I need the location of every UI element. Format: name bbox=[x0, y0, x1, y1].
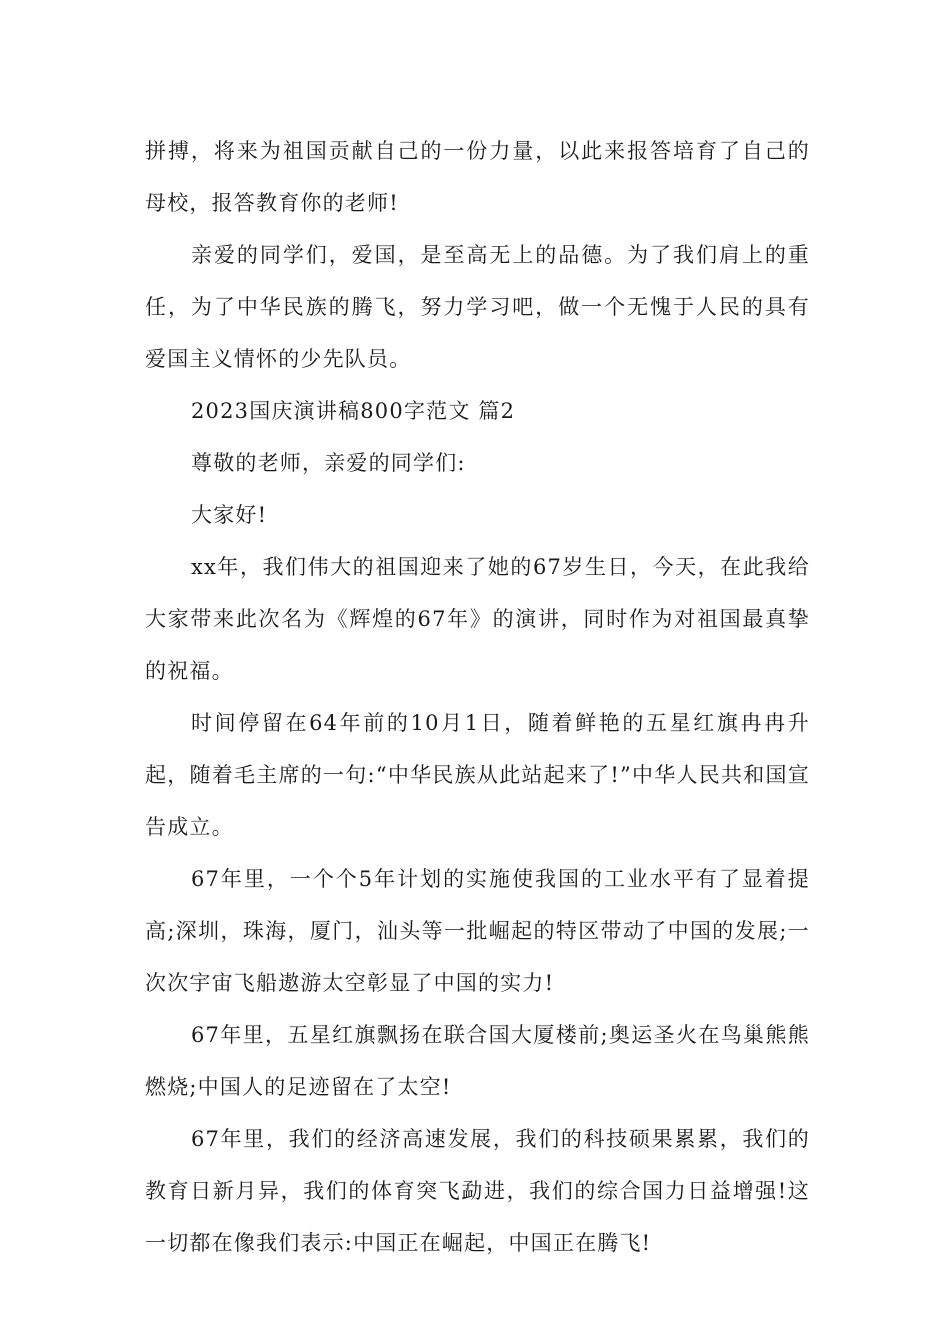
paragraph: xx年，我们伟大的祖国迎来了她的67岁生日，今天，在此我给大家带来此次名为《辉煌的67年》的演讲，同时作为对祖国最真挚的祝福。 bbox=[145, 555, 810, 683]
paragraph: 67年里，五星红旗飘扬在联合国大厦楼前;奥运圣火在鸟巢熊熊燃烧;中国人的足迹留在了太空! bbox=[145, 1023, 810, 1099]
paragraph: 拼搏，将来为祖国贡献自己的一份力量，以此来报答培育了自己的母校，报答教育你的老师! bbox=[145, 139, 810, 215]
section-heading: 2023国庆演讲稿800字范文 篇2 bbox=[191, 399, 516, 423]
document-body bbox=[145, 125, 810, 1269]
paragraph: 67年里，一个个5年计划的实施使我国的工业水平有了显着提高;深圳，珠海，厦门，汕头等一批崛起的特区带动了中国的发展;一次次宇宙飞船遨游太空彰显了中国的实力! bbox=[145, 867, 810, 995]
greeting: 大家好! bbox=[191, 503, 268, 527]
paragraph: 67年里，我们的经济高速发展，我们的科技硕果累累，我们的教育日新月异，我们的体育突飞勐进，我们的综合国力日益增强!这一切都在像我们表示:中国正在崛起，中国正在腾飞! bbox=[145, 1127, 810, 1255]
paragraph: 时间停留在64年前的10月1日，随着鲜艳的五星红旗冉冉升起，随着毛主席的一句:“中华民族从此站起来了!”中华人民共和国宣告成立。 bbox=[145, 711, 810, 839]
salutation: 尊敬的老师，亲爱的同学们: bbox=[191, 451, 466, 475]
paragraph: 亲爱的同学们，爱国，是至高无上的品德。为了我们肩上的重任，为了中华民族的腾飞，努力学习吧，做一个无愧于人民的具有爱国主义情怀的少先队员。 bbox=[145, 243, 810, 371]
